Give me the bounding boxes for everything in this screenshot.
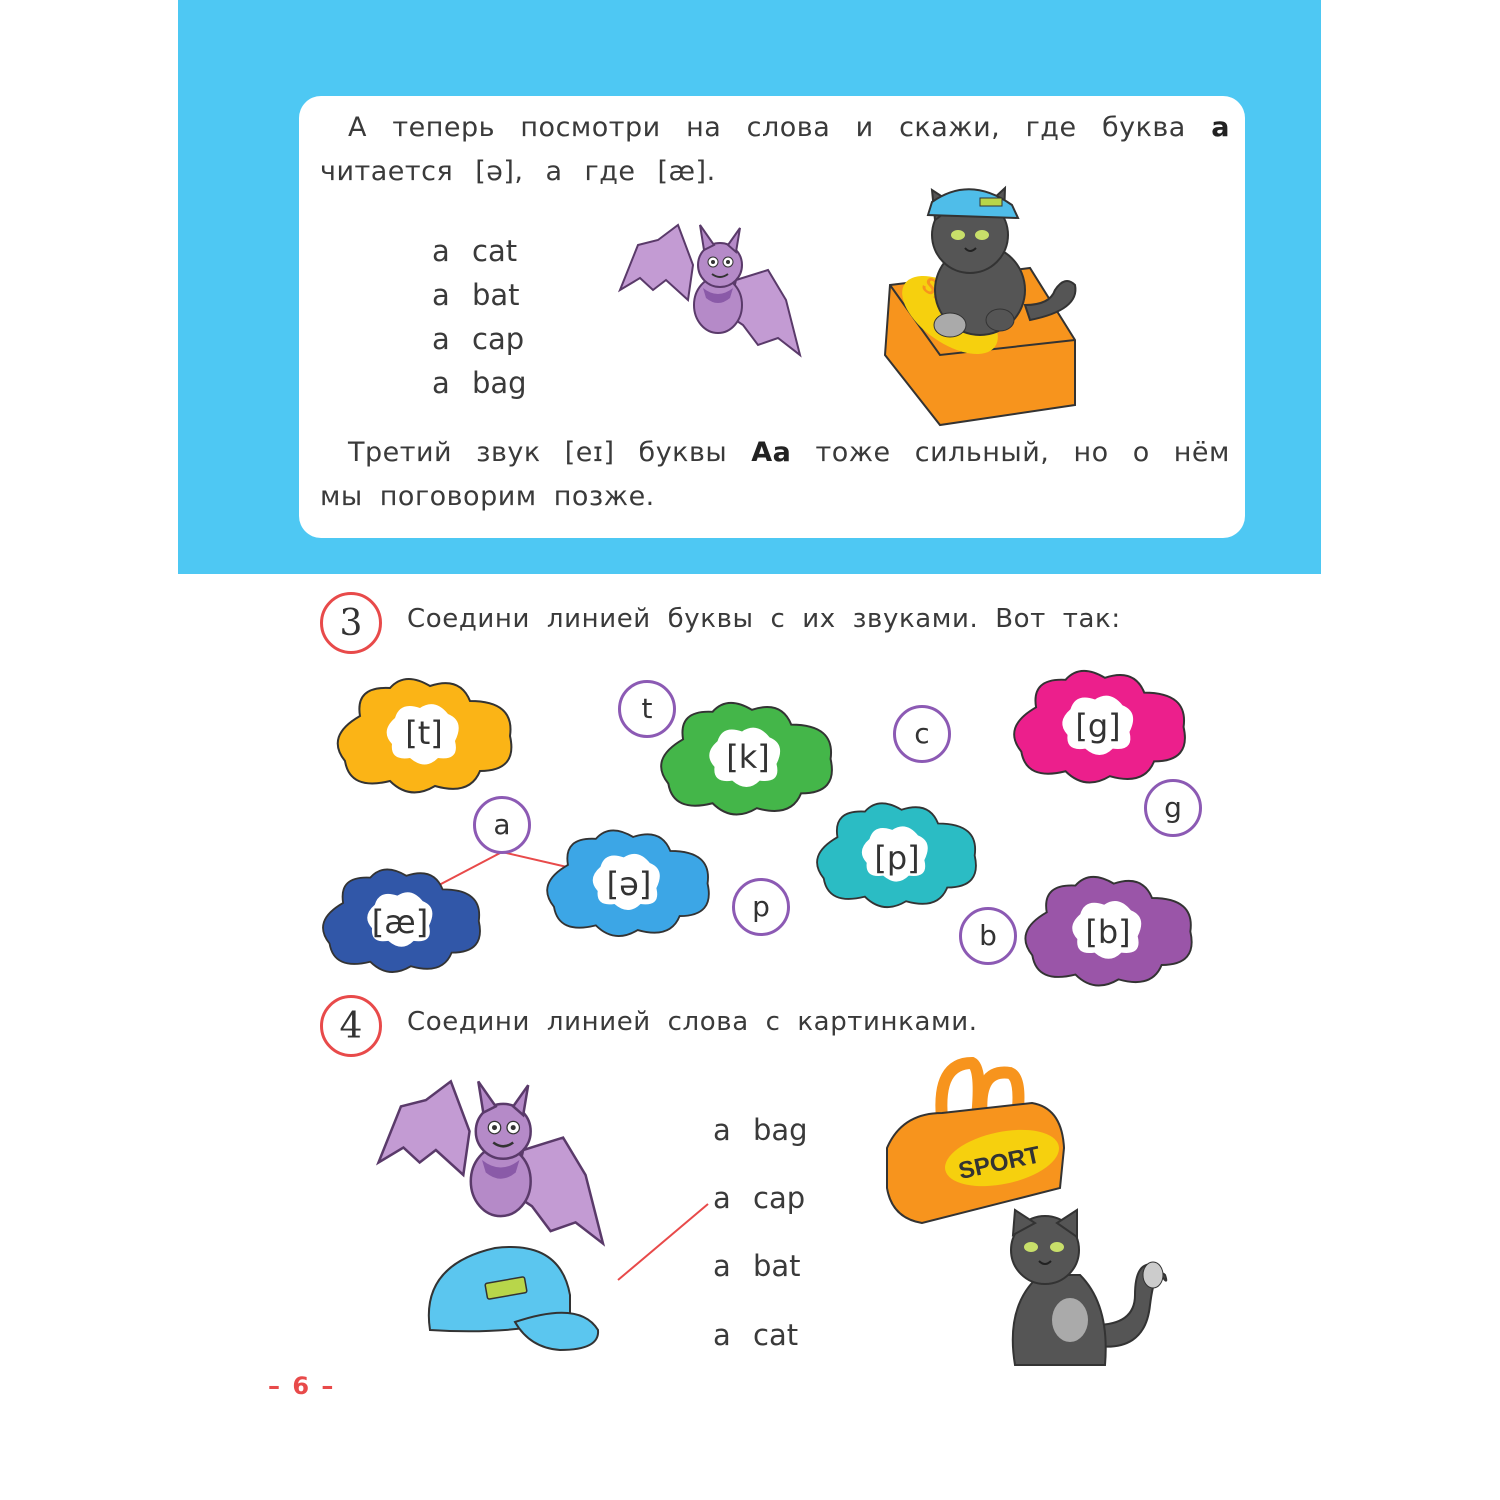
word: bag [753,1113,808,1147]
example-line [618,1204,708,1280]
cloud-sound-label: [g] [1075,707,1121,745]
word: [eɪ] [564,437,615,468]
cloud-sound-label: [æ] [371,903,429,941]
text: мы поговорим позже. [320,481,655,512]
word: А [348,112,367,143]
word: посмотри [520,112,661,143]
bat-icon [618,220,804,360]
bold-letters: Аа [751,437,792,468]
word: где [1025,112,1077,143]
cloud-sound-label: [p] [874,839,920,877]
article: a [713,1318,731,1352]
intro-line-1 [320,106,1230,150]
word: cat [753,1318,799,1352]
intro-paragraph [320,106,1230,194]
word: bat [472,278,520,312]
task-4-instruction: Соедини линией слова с картинками. [407,1007,978,1037]
word-item [432,366,527,400]
word-item [432,234,517,268]
word: слова [746,112,831,143]
article: a [432,366,450,400]
word: нём [1173,437,1230,468]
sport-label: SPORT [956,1141,1043,1185]
cap-icon[interactable] [420,1240,602,1358]
sport-bag-icon[interactable] [882,1058,1067,1228]
word: но [1073,437,1109,468]
word: о [1132,437,1150,468]
word: cat [472,234,518,268]
word: bat [753,1249,801,1283]
word-item[interactable] [713,1249,801,1283]
word: буквы [638,437,728,468]
word: на [686,112,722,143]
task-3-number: 3 [320,592,382,654]
word-item[interactable] [713,1181,805,1215]
word: [æ]. [657,156,716,187]
letter-circle-a[interactable]: a [473,796,531,854]
word: [ə], [475,156,524,187]
page-number: – 6 – [268,1372,336,1400]
article: a [713,1181,731,1215]
article: a [432,322,450,356]
word: буква [1101,112,1186,143]
cloud-sound-label: [t] [405,714,443,752]
cloud-sound-label: [k] [726,738,770,776]
cat-icon[interactable] [995,1205,1170,1370]
word: читается [320,156,454,187]
bold-letter: а [1211,112,1230,143]
word: и [855,112,874,143]
word: тоже [815,437,891,468]
word: Третий [348,437,453,468]
word: теперь [392,112,496,143]
task-4-number: 4 [320,995,382,1057]
article: a [713,1113,731,1147]
cat-in-bag-icon [880,180,1085,425]
word-item[interactable] [713,1113,808,1147]
letter-circle-c[interactable]: c [893,705,951,763]
word: cap [753,1181,806,1215]
word: скажи, [899,112,1001,143]
letter-circle-t[interactable]: t [618,680,676,738]
article: a [713,1249,731,1283]
letter-circle-p[interactable]: p [732,878,790,936]
word: а [545,156,563,187]
intro-line-2 [320,150,1230,194]
word-item[interactable] [713,1318,798,1352]
outro-paragraph [320,431,1230,519]
bat-icon[interactable] [376,1075,608,1250]
letter-circle-g[interactable]: g [1144,779,1202,837]
outro-line-1 [320,431,1230,475]
word: где [584,156,636,187]
word: звук [476,437,541,468]
word: cap [472,322,525,356]
cloud-sound-label: [ə] [606,865,652,903]
word-item [432,322,524,356]
word: сильный, [914,437,1050,468]
word-item [432,278,520,312]
letter-circle-b[interactable]: b [959,907,1017,965]
outro-line-2 [320,475,1230,519]
cloud-sound-label: [b] [1085,913,1131,951]
article: a [432,278,450,312]
word: bag [472,366,527,400]
article: a [432,234,450,268]
task-3-instruction: Соедини линией буквы с их звуками. Вот так: [407,604,1121,634]
